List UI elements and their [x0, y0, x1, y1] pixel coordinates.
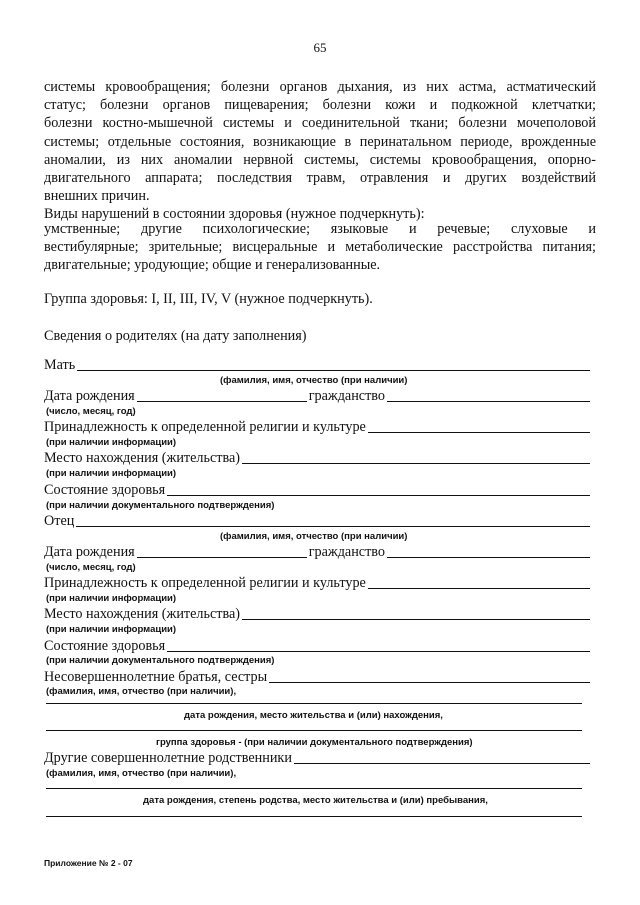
father-health-note: (при наличии документального подтверждения): [46, 655, 275, 666]
father-citizenship-field[interactable]: [387, 544, 590, 558]
father-residence-note: (при наличии информации): [46, 624, 177, 635]
relatives-row: [44, 750, 592, 766]
text-line: внешних причин.: [44, 188, 150, 205]
violations-paragraph: [44, 220, 596, 275]
mother-dob-row: [44, 388, 592, 404]
father-health-row: [44, 638, 592, 654]
relatives-name-note: (фамилия, имя, отчество (при наличии),: [46, 768, 237, 779]
mother-dob-label: Дата рождения: [44, 388, 135, 404]
father-religion-label: Принадлежность к определенной религии и культуре: [44, 575, 366, 591]
text-line: болезни костно-мышечной системы и соединительной ткани; болезни мочеполовой: [44, 115, 596, 132]
father-health-field[interactable]: [167, 638, 590, 652]
mother-health-row: [44, 482, 592, 498]
father-religion-note: (при наличии информации): [46, 593, 177, 604]
father-religion-field[interactable]: [368, 575, 590, 589]
text-line: двигательного аппарата; последствия травм, отравления и других воздействий: [44, 170, 596, 187]
siblings-line-3[interactable]: [46, 730, 582, 731]
text-line: аномалии, из них аномалии нервной системы, системы кровообращения, опорно-: [44, 151, 596, 168]
page-number: 65: [313, 40, 327, 55]
father-dob-note: (число, месяц, год): [46, 562, 136, 573]
father-name-field[interactable]: [76, 513, 590, 527]
mother-residence-note: (при наличии информации): [46, 468, 177, 479]
mother-religion-field[interactable]: [368, 419, 590, 433]
relatives-dob-note: дата рождения, степень родства, место жительства и (или) пребывания,: [143, 795, 488, 806]
father-citizenship-label: гражданство: [308, 544, 386, 560]
father-label: Отец: [44, 513, 75, 529]
mother-citizenship-label: гражданство: [308, 388, 386, 404]
text-line: вестибулярные; зрительные; висцеральные и метаболические расстройства питания;: [44, 239, 596, 256]
relatives-line-3[interactable]: [46, 816, 582, 817]
relatives-label: Другие совершеннолетние родственники: [44, 750, 292, 766]
footer-appendix: Приложение № 2 - 07: [44, 858, 133, 868]
mother-religion-row: [44, 419, 592, 435]
text-line: системы; отдельные состояния, возникающие в перинатальном периоде, врожденные: [44, 133, 596, 150]
siblings-line-2[interactable]: [46, 703, 582, 704]
mother-religion-note: (при наличии информации): [46, 437, 177, 448]
mother-name-field[interactable]: [77, 357, 590, 371]
father-dob-row: [44, 544, 592, 560]
relatives-line-2[interactable]: [46, 788, 582, 789]
father-row: [44, 513, 592, 529]
siblings-dob-note: дата рождения, место жительства и (или) нахождения,: [184, 710, 443, 721]
father-dob-label: Дата рождения: [44, 544, 135, 560]
text-line: статус; болезни органов пищеварения; болезни кожи и подкожной клетчатки;: [44, 97, 596, 114]
parents-heading: Сведения о родителях (на дату заполнения): [44, 328, 307, 344]
mother-dob-note: (число, месяц, год): [46, 406, 136, 417]
father-name-note: (фамилия, имя, отчество (при наличии): [220, 531, 408, 542]
health-group: Группа здоровья: I, II, III, IV, V (нужное подчеркнуть).: [44, 291, 373, 307]
siblings-name-note: (фамилия, имя, отчество (при наличии),: [46, 686, 237, 697]
father-residence-field[interactable]: [242, 606, 590, 620]
mother-citizenship-field[interactable]: [387, 388, 590, 402]
mother-dob-field[interactable]: [137, 388, 307, 402]
siblings-row: [44, 669, 592, 685]
diseases-paragraph: [44, 78, 596, 205]
relatives-field[interactable]: [294, 750, 590, 764]
mother-residence-row: [44, 450, 592, 466]
father-health-label: Состояние здоровья: [44, 638, 166, 654]
siblings-label: Несовершеннолетние братья, сестры: [44, 669, 268, 685]
siblings-group-note: группа здоровья - (при наличии документального подтверждения): [156, 737, 473, 748]
violations-heading: Виды нарушений в состоянии здоровья (нужное подчеркнуть):: [44, 206, 425, 222]
mother-residence-field[interactable]: [242, 450, 590, 464]
text-line: умственные; другие психологические; языковые и речевые; слуховые и: [44, 221, 596, 237]
mother-health-field[interactable]: [167, 482, 590, 496]
siblings-field[interactable]: [269, 669, 590, 683]
text-line: системы кровообращения; болезни органов дыхания, из них астма, астматический: [44, 79, 596, 95]
mother-residence-label: Место нахождения (жительства): [44, 450, 240, 466]
mother-health-note: (при наличии документального подтверждения): [46, 500, 275, 511]
father-dob-field[interactable]: [137, 544, 307, 558]
father-residence-label: Место нахождения (жительства): [44, 606, 240, 622]
mother-row: [44, 357, 592, 373]
mother-label: Мать: [44, 357, 76, 373]
text-line: двигательные; уродующие; общие и генерализованные.: [44, 257, 381, 274]
father-residence-row: [44, 606, 592, 622]
mother-name-note: (фамилия, имя, отчество (при наличии): [220, 375, 408, 386]
mother-health-label: Состояние здоровья: [44, 482, 166, 498]
father-religion-row: [44, 575, 592, 591]
mother-religion-label: Принадлежность к определенной религии и культуре: [44, 419, 366, 435]
